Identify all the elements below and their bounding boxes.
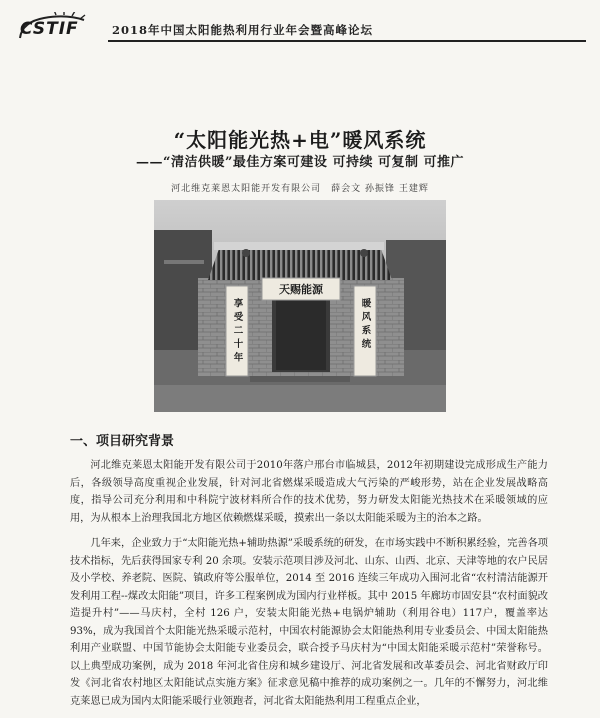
header-title: 2018年中国太阳能热利用行业年会暨高峰论坛 (112, 23, 374, 37)
paragraph-2: 几年来，企业致力于“太阳能光热+辅助热源”采暖系统的研发，在市场实践中不断积累经验，完善各项技术指标，先后获得国家专利 20 余项。安装示范项目涉及河北、山东、山西、北京、天津等地的农户民居及小学校、养老院、医院、镇政府等公服单位，2014 至 2016 连续三年成功入围河北省“农村清洁能源开发利用工程--煤改太阳能”项目，许多工程案例成为国内行业样板。其中 2015 年廊坊市固安县“农村面貌改造提升村”——马庆村，全村 126 户，安装太阳能光热+电锅炉辅助（利用谷电）117户，覆盖率达 93%，成为我国首个太阳能光热采暖示范村，中国农村能源协会太阳能热利用专业委员会、中国太阳能热利用产业联盟、中国节能协会太阳能专业委员会，联合授予马庆村为“中国太阳能采暖示范村”荣誉称号。以上典型成功案例，成为 2018 年河北省住房和城乡建设厅、河北省发展和改革委员会、河北省财政厅印发《河北省农村地区太阳能试点实施方案》征求意见稿中推荐的成功案例之一。几年的不懈努力，河北维克莱恩已成为国内太阳能采暖行业领跑者，河北省太阳能热利用工程重点企业， (70, 538, 548, 707)
sign-right-text: 暖风系统 (359, 298, 371, 352)
article-title: “太阳能光热+电”暖风系统 (173, 128, 427, 152)
logo-text: CSTIF (20, 19, 79, 39)
sign-top-text: 天赐能源 (279, 283, 323, 296)
sign-left-text: 享受二十年 (231, 298, 243, 366)
body-text (70, 457, 548, 718)
article-subtitle: ——“清洁供暖”最佳方案可建设 可持续 可复制 可推广 (135, 155, 465, 170)
paragraph-1: 河北维克莱恩太阳能开发有限公司于2010年落户邢台市临城县，2012年初期建设完成形成生产能力后，各级领导高度重视企业发展，针对河北省燃煤采暖造成大气污染的严峻形势，站在企业发展战略高度，指导公司充分利用和中科院宁波材料所合作的技术优势，努力研发太阳能光热技术在采暖领域的应用，为从根本上治理我国北方地区依赖燃煤采暖，摸索出一条以太阳能采暖为主的治本之路。 (70, 460, 548, 524)
article-authors: 河北维克莱恩太阳能开发有限公司 薛会文 孙振锋 王建辉 (171, 184, 429, 194)
system-photo (154, 200, 446, 412)
section-heading: 一、项目研究背景 (70, 434, 175, 449)
page-header (14, 10, 586, 44)
header-divider (108, 40, 586, 42)
